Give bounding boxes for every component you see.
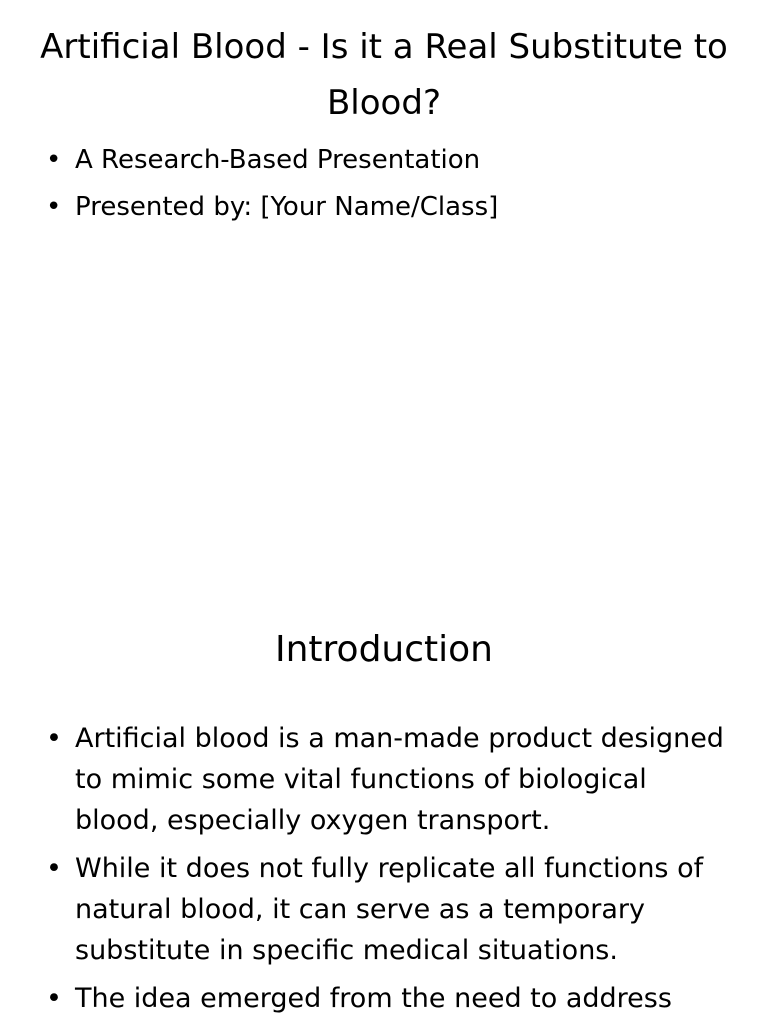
bullet-point-icon: •	[46, 192, 62, 222]
slide-introduction-heading: Introduction	[274, 629, 493, 670]
slide-title-bullet-list	[46, 140, 736, 234]
bullet-item	[46, 848, 736, 971]
bullet-item	[46, 718, 736, 841]
bullet-text: The idea emerged from the need to address	[75, 983, 672, 1014]
bullet-point-icon: •	[46, 145, 62, 175]
bullet-text: Presented by: [Your Name/Class]	[75, 192, 499, 222]
bullet-text: While it does not fully replicate all functions of natural blood, it can serve as a temporary substitute in specific medical situations.	[75, 853, 704, 966]
slide-title-heading: Artificial Blood - Is it a Real Substitute to Blood?	[40, 27, 728, 123]
slide-introduction-bullet-list	[46, 718, 736, 1024]
bullet-item	[46, 978, 736, 1019]
bullet-point-icon: •	[46, 983, 62, 1014]
bullet-point-icon: •	[46, 853, 62, 884]
bullet-text: Artificial blood is a man-made product designed to mimic some vital functions of biological blood, especially oxygen transport.	[75, 723, 724, 836]
bullet-item	[46, 140, 736, 180]
bullet-point-icon: •	[46, 723, 62, 754]
bullet-text: A Research-Based Presentation	[75, 145, 481, 175]
slide-introduction	[0, 576, 768, 1024]
bullet-item	[46, 187, 736, 227]
